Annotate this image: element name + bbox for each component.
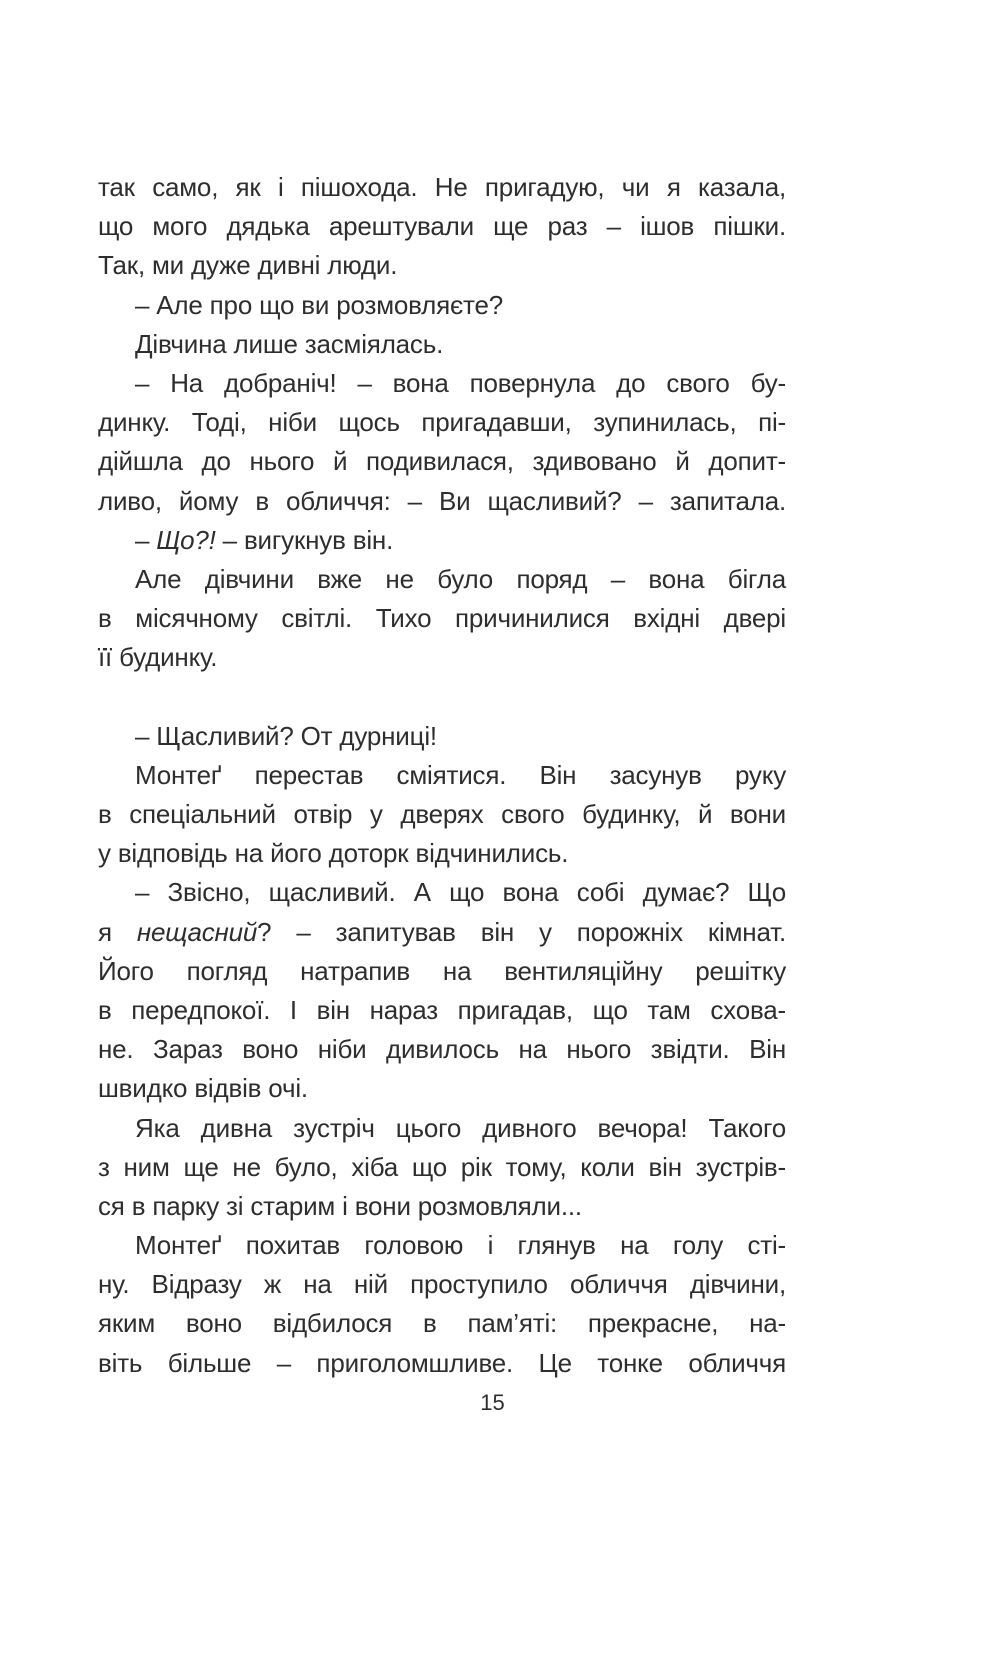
text-fragment: – вигукнув він.: [215, 524, 394, 555]
text-line: дійшла до нього й подивилася, здивовано й допит-: [98, 446, 786, 477]
text-line: – Щасливий? От дурниці!: [135, 720, 437, 751]
page-number: 15: [480, 1390, 505, 1415]
text-line: динку. Тоді, ніби щось пригадавши, зупинилась, пі-: [98, 407, 786, 438]
text-line: яким воно відбилося в пам’яті: прекрасне, на-: [98, 1308, 786, 1339]
text-line: Так, ми дуже дивні люди.: [98, 250, 398, 281]
text-fragment: ? – запитував він у порожніх кімнат.: [257, 916, 786, 947]
text-line: Його погляд натрапив на вентиляційну решітку: [98, 955, 786, 986]
text-line: у відповідь на його доторк відчинились.: [98, 838, 569, 869]
text-line: Але дівчини вже не було поряд – вона бігла: [135, 563, 786, 594]
text-line: в передпокої. І він нараз пригадав, що там схова-: [98, 994, 786, 1025]
blank-line: [98, 677, 786, 716]
text-line: швидко відвів очі.: [98, 1073, 308, 1104]
text-line: віть більше – приголомшливе. Це тонке обличчя: [98, 1347, 786, 1378]
text-line: її будинку.: [98, 642, 218, 673]
text-line: ливо, йому в обличчя: – Ви щасливий? – запитала.: [98, 485, 786, 516]
text-line: в місячному світлі. Тихо причинилися вхідні двері: [98, 603, 786, 634]
text-line: – Звісно, щасливий. А що вона собі думає? Що: [135, 877, 786, 908]
text-line: Яка дивна зустріч цього дивного вечора! Такого: [135, 1112, 786, 1143]
body-text: [98, 168, 786, 1383]
italic-emphasis: нещасний: [136, 916, 258, 947]
text-line: [98, 913, 786, 952]
text-line: в спеціальний отвір у дверях свого будинку, й вони: [98, 799, 786, 829]
text-line: так само, як і пішохода. Не пригадую, чи я казала,: [98, 172, 786, 202]
text-fragment: я: [98, 916, 137, 947]
text-line: – На добраніч! – вона повернула до свого бу-: [135, 367, 786, 398]
text-line: не. Зараз воно ніби дивилось на нього звідти. Він: [98, 1034, 786, 1065]
text-line: ся в парку зі старим і вони розмовляли...: [98, 1190, 582, 1221]
text-line: що мого дядька арештували ще раз – ішов пішки.: [98, 211, 786, 242]
text-line: з ним ще не було, хіба що рік тому, коли він зустрів-: [98, 1151, 786, 1182]
text-line: Монтеґ похитав головою і глянув на голу сті-: [135, 1230, 786, 1261]
italic-emphasis: Що?!: [156, 524, 216, 555]
text-line: Монтеґ перестав сміятися. Він засунув руку: [135, 759, 786, 790]
text-fragment: –: [135, 524, 157, 555]
text-line: ну. Відразу ж на ній проступило обличчя дівчини,: [98, 1269, 786, 1300]
text-line: – Але про що ви розмовляєте?: [135, 289, 503, 320]
text-line: Дівчина лише засміялась.: [135, 328, 444, 359]
text-line: [98, 521, 786, 560]
